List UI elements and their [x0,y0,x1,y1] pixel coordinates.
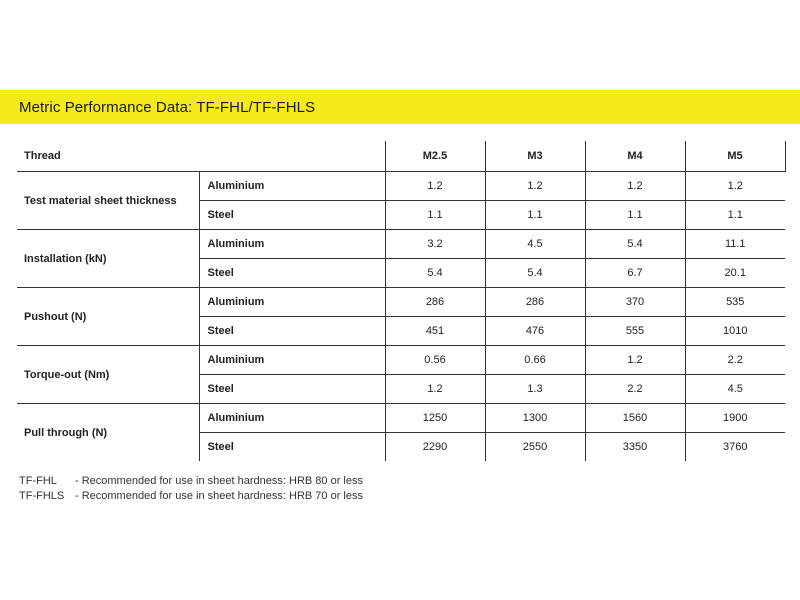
column-header-m5: M5 [685,141,785,172]
material-label: Aluminium [199,230,385,259]
table-row [17,346,785,375]
table-cell: 1010 [685,317,785,346]
table-cell: 1.2 [585,346,685,375]
table-row [17,172,785,201]
table-cell: 3350 [585,433,685,462]
table-cell: 451 [385,317,485,346]
table-cell: 2290 [385,433,485,462]
note-text: - Recommended for use in sheet hardness: HRB 70 or less [75,490,363,502]
column-header-m3: M3 [485,141,585,172]
material-label: Aluminium [199,404,385,433]
note-text: - Recommended for use in sheet hardness: HRB 80 or less [75,475,363,487]
row-group-label: Installation (kN) [17,230,199,288]
table-cell: 1.3 [485,375,585,404]
title-bar [0,90,800,124]
row-group-label: Torque-out (Nm) [17,346,199,404]
material-label: Steel [199,317,385,346]
table-cell: 476 [485,317,585,346]
table-cell: 1.2 [485,172,585,201]
material-label: Steel [199,201,385,230]
table-cell: 5.4 [385,259,485,288]
note-tf-fhls [19,489,363,504]
table-cell: 1.1 [685,201,785,230]
table-cell: 5.4 [585,230,685,259]
material-label: Steel [199,375,385,404]
table-body [17,172,785,462]
table-cell: 5.4 [485,259,585,288]
performance-table [17,141,786,461]
table-cell: 1.2 [385,172,485,201]
table-cell: 370 [585,288,685,317]
table-cell: 3760 [723,441,748,453]
thread-header: Thread [17,141,199,172]
table-cell: 555 [585,317,685,346]
table-cell: 1.2 [385,375,485,404]
note-code: TF-FHL [19,475,57,487]
table-cell: 1.2 [585,172,685,201]
row-group-label: Pull through (N) [17,404,199,462]
table-cell: 1.1 [585,201,685,230]
table-cell: 286 [485,288,585,317]
row-group-label: Test material sheet thickness [17,172,199,230]
row-group-label: Pushout (N) [17,288,199,346]
page-title: Metric Performance Data: TF-FHL/TF-FHLS [19,99,316,116]
table-cell: 4.5 [485,230,585,259]
table-cell: 535 [685,288,785,317]
table-cell: 1250 [385,404,485,433]
table-cell: 1900 [685,404,785,433]
notes [19,474,363,504]
table-row [17,230,785,259]
table-cell: 4.5 [685,375,785,404]
material-header [199,141,385,172]
table-row [17,288,785,317]
table-cell: 1300 [485,404,585,433]
table-cell: 11.1 [685,230,785,259]
note-code: TF-FHLS [19,490,65,502]
table-cell: 0.66 [485,346,585,375]
table-cell: 2.2 [685,346,785,375]
material-label: Aluminium [199,346,385,375]
material-label: Steel [199,433,385,462]
material-label: Aluminium [199,288,385,317]
table-cell: 6.7 [585,259,685,288]
material-label: Steel [199,259,385,288]
note-tf-fhl [19,474,363,489]
table-cell: 1560 [585,404,685,433]
table-cell: 1.2 [685,172,785,201]
table-cell: 1.1 [385,201,485,230]
table-cell: 286 [385,288,485,317]
column-header-m2-5: M2.5 [385,141,485,172]
table-cell: 0.56 [385,346,485,375]
table-cell: 1.1 [485,201,585,230]
table-header-row [17,141,785,172]
table-cell: 3.2 [385,230,485,259]
table-cell: 2.2 [585,375,685,404]
table-cell: 2550 [485,433,585,462]
table-cell: 20.1 [685,259,785,288]
material-label: Aluminium [199,172,385,201]
column-header-m4: M4 [585,141,685,172]
table-row [17,404,785,433]
